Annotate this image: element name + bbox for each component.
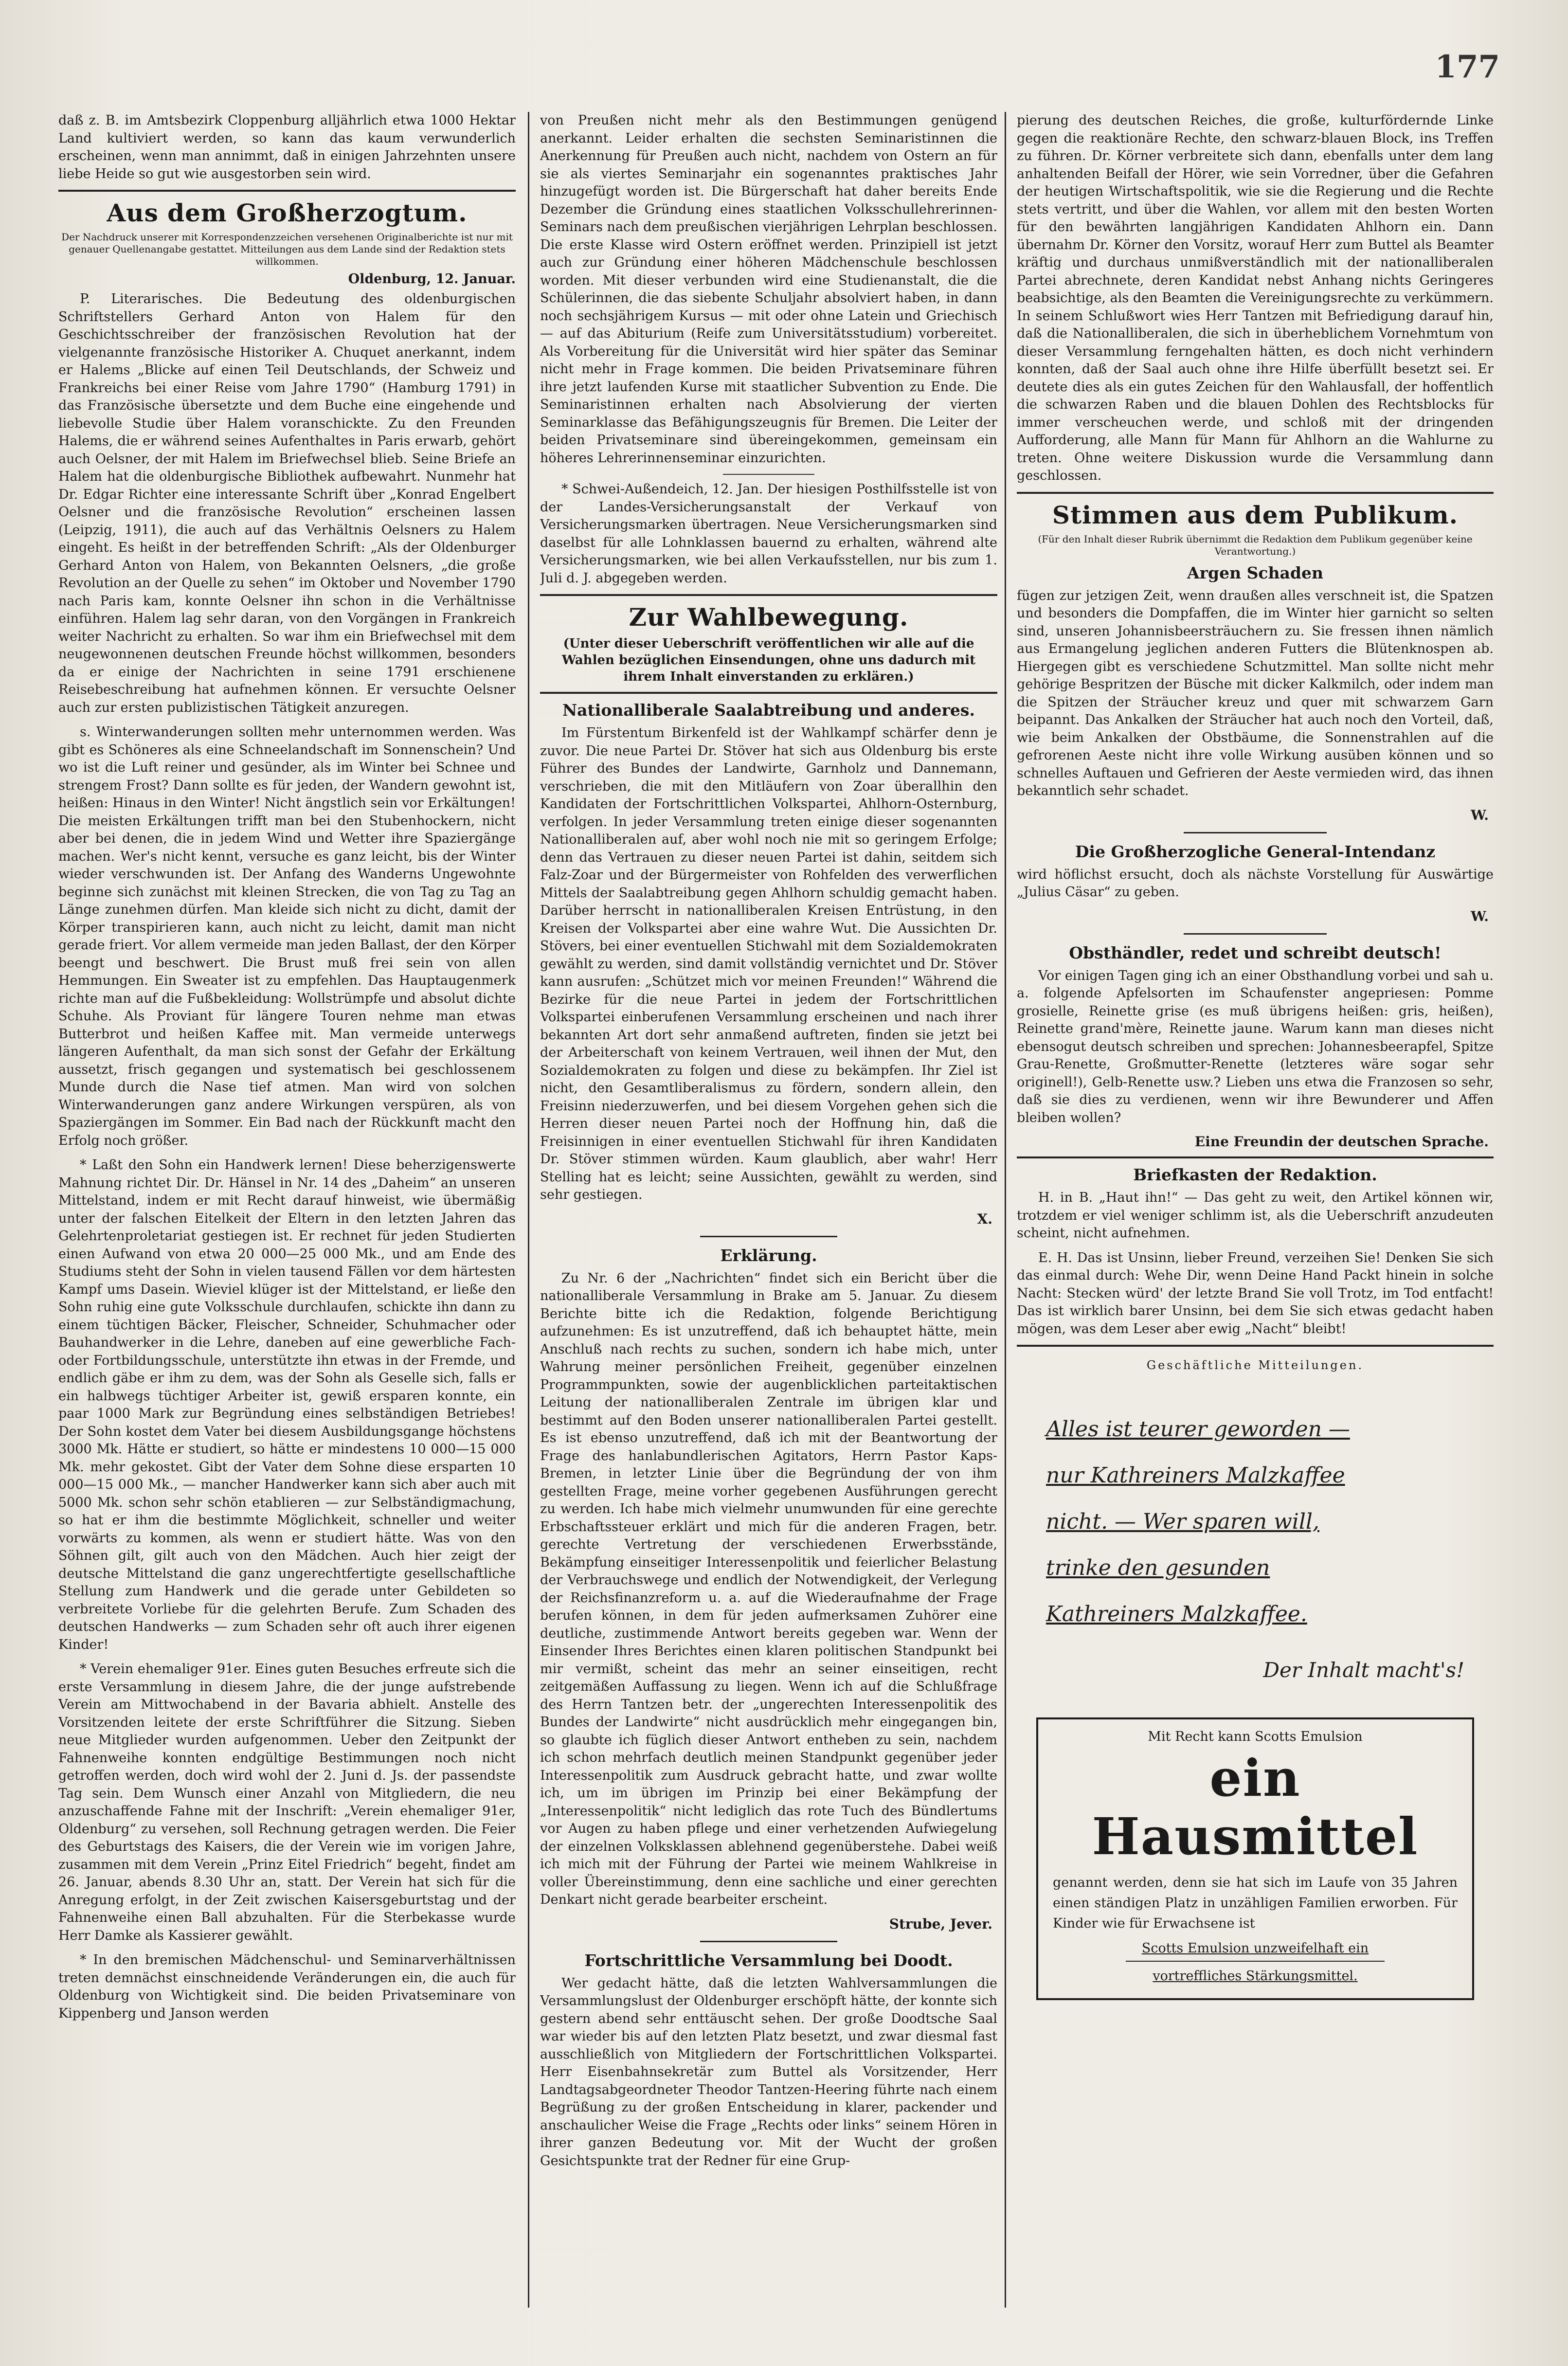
section-title-grossherzogtum: Aus dem Großherzogtum.: [107, 199, 468, 227]
article-doodt-continued: pierung des deutschen Reiches, die große, kulturfördernde Linke gegen die reaktionäre Rechte, den schwarz-blauen Block, ins Treffen zu führen. Dr. Körner verbreitete sich dann, ebenfalls unter dem lang anhaltenden Beifall der Hörer, wie sein Vorredner, über die Gefahren der heutigen Wirtschaftspolitik, wie sie die Regierung und die Rechte stets vertritt, und über die Wahlen, vor allem mit den besten Worten für den bewährten langjährigen Kandidaten Ahlhorn ein. Dann übernahm Dr. Körner den Vorsitz, worauf Herr zum Buttel als Beamter kräftig und durchaus unmißverständlich mit der nationalliberalen Partei abrechnete, deren Kandidat nebst Anhang nichts Geringeres beabsichtige, als den Beamten die Vereinigungsrechte zu verkümmern. In seinem Schlußwort wies Herr Tantzen mit Befriedigung darauf hin, daß die Nationalliberalen, die sich in überheblichem Vornehmtum von dieser Versammlung ferngehalten hätten, es doch nicht verhindern konnten, daß der Saal auch ohne ihre Hilfe überfüllt besetzt sei. Er deutete dies als ein gutes Zeichen für den Wahlausfall, der hoffentlich die schwarzen Raben und die blauen Dohlen des Rechtsblocks für immer verscheuchen werde, und schloß mit der dringenden Aufforderung, alle Mann für Mann für Ahlhorn an die Wahlurne zu treten. Ohne weitere Diskussion wurde die Versammlung dann geschlossen.: [1017, 113, 1494, 483]
ad-top-line: Mit Recht kann Scotts Emulsion: [1148, 1729, 1363, 1744]
column-3: [1017, 112, 1494, 2308]
intro-paragraph: daß z. B. im Amtsbezirk Cloppenburg alljährlich etwa 1000 Hektar Land kultiviert werden, so kann das kaum verwunderlich erscheinen, wenn man annimmt, daß in einigen Jahrzehnten unsere liebe Heide so gut wie ausgestorben sein wird.: [58, 113, 516, 181]
column-1: [58, 112, 516, 2308]
article-divider: [700, 1236, 837, 1237]
section-rule: [540, 594, 997, 596]
article-literarisches: P. Literarisches. Die Bedeutung des oldenburgischen Schriftstellers Gerhard Anton von Halem für den Geschichtsschreiber der französischen Revolution hat der vielgenannte französische Historiker A. Chuquet anerkannt, indem er Halems „Blicke auf einen Teil Deutschlands, der Schweiz und Frankreichs bei einer Reise vom Jahre 1790“ (Hamburg 1791) in das Französische übersetzte und dem Buche eine eingehende und liebevolle Studie über Halem voranschickte. Zu den Freunden Halems, die er während seines Aufenthaltes in Paris erwarb, gehört auch Oelsner, der mit Halem im Briefwechsel blieb. Seine Briefe an Halem hat die oldenburgische Bibliothek aufbewahrt. Nunmehr hat Dr. Edgar Richter eine interessante Schrift über „Konrad Engelbert Oelsner und die französische Revolution“ erscheinen lassen (Leipzig, 1911), die auch auf das Verhältnis Oelsners zu Halem eingeht. Es heißt in der betreffenden Schrift: „Als der Oldenburger Gerhard Anton von Halem, von Bekannten Oelsners, „die große Revolution an der Quelle zu sehen“ im Oktober und November 1790 nach Paris kam, konnte Oelsner ihn schon in die Verhältnisse einführen. Halem lag sehr daran, von den Vorgängen in Frankreich weiter Nachricht zu erhalten. So war ihm ein Briefwechsel mit dem neugewonnenen deutschen Freunde höchst willkommen, besonders da er einige der Nachrichten in seine 1791 erschienene Reisebeschreibung hat aufnehmen können. Er versuchte Oelsner auch zur ersten publizistischen Tätigkeit anzuregen.: [58, 291, 516, 715]
business-heading: Geschäftliche Mitteilungen.: [1146, 1358, 1364, 1372]
page-number: 177: [1435, 49, 1500, 85]
ad-headline: ein Hausmittel: [1092, 1748, 1419, 1866]
letter-signature: W.: [1471, 908, 1489, 924]
ad-closing: vortreffliches Stärkungsmittel.: [1153, 1969, 1358, 1984]
article-body-saalabtreibung: Im Fürstentum Birkenfeld ist der Wahlkampf schärfer denn je zuvor. Die neue Partei Dr. Stöver hat sich aus Oldenburg bis erste Führer des Bundes der Landwirte, Garnholz und Dannemann, verschrieben, die mit den Mitläufern von Zoar überallhin den Kandidaten der Fortschrittlichen Volkspartei, Ahlhorn-Osternburg, verfolgen. In jeder Versammlung treten einige dieser sogenannten Nationalliberalen auf, aber wohl noch nie mit so geringem Erfolge; denn das Vertrauen zu dieser neuen Partei ist dahin, seitdem sich Falz-Zoar und der Bürgermeister von Rohfelden des verwerflichen Mittels der Saalabtreibung gegen Ahlhorn schuldig gemacht haben. Darüber herrscht in nationalliberalen Kreisen Entrüstung, in den Kreisen der Volkspartei aber eine wahre Wut. Die Aussichten Dr. Stövers, bei einer eventuellen Stichwahl mit dem Sozialdemokraten gewählt zu werden, sind damit vollständig vernichtet und Dr. Stöver kann ausrufen: „Schützet mich vor meinen Freunden!“ Während die Bezirke für die neue Partei in jedem der Fortschrittlichen Volkspartei einberufenen Versammlung erscheinen und nach ihrer bekannten Art dort sehr anmaßend auftreten, finden sie jetzt bei der Arbeiterschaft von keinem Vertrauen, weil ihnen der Mut, den Sozialdemokraten zu folgen und diese zu bekämpfen. Ihr Ziel ist nicht, den Gesamtliberalismus zu fördern, sondern allein, den Freisinn niederzuwerfen, und bei diesem Vorgehen gehen sich die Herren dieser neuen Partei noch der Hoffnung hin, daß die Freisinnigen in einer eventuellen Stichwahl für ihren Kandidaten Dr. Stöver stimmen würden. Kaum glaublich, aber wahr! Herr Stelling hat es leicht; seine Aussichten, gewählt zu werden, sind sehr gestiegen.: [540, 725, 997, 1202]
mailbox-title: Briefkasten der Redaktion.: [1133, 1165, 1377, 1184]
article-maedchenschul: * In den bremischen Mädchenschul- und Seminarverhältnissen treten demnächst einschneidende Veränderungen ein, die auch für Oldenburg von Wichtigkeit sind. Die beiden Privatseminare von Kippenberg und Janson werden: [58, 1952, 516, 2021]
article-signature: X.: [977, 1210, 992, 1227]
article-schwei: * Schwei-Außendeich, 12. Jan. Der hiesigen Posthilfsstelle ist von der Landes-Versicherungsanstalt der Verkauf von Versicherungsmarken übertragen. Neue Versicherungsmarken sind daselbst für alle Lohnklassen bauernd zu erhalten, während alte Versicherungsmarken, wie bei allen Verkaufsstellen, nur bis zum 1. Juli d. J. abgegeben werden.: [540, 482, 997, 586]
dateline: Oldenburg, 12. Januar.: [348, 271, 516, 287]
column-2: [540, 112, 997, 2308]
article-verein-91er: * Verein ehemaliger 91er. Eines guten Besuches erfreute sich die erste Versammlung in diesem Jahre, die der junge aufstrebende Verein am Mittwochabend in der Bavaria abhielt. Anstelle des Vorsitzenden leitete der erste Schriftführer die Sitzung. Sieben neue Mitglieder wurden aufgenommen. Ueber den Zeitpunkt der Fahnenweihe konnten endgültige Bestimmungen noch nicht getroffen werden, doch wird wohl der 2. Juni d. Js. der passendste Tag sein. Dem Wunsch einer Anzahl von Mitgliedern, die neu anzuschaffende Fahne mit der Inschrift: „Verein ehemaliger 91er, Oldenburg“ zu versehen, soll Rechnung getragen werden. Die Feier des Geburtstags des Kaisers, die der Verein wie im vorigen Jahre, zusammen mit dem Verein „Prinz Eitel Friedrich“ begeht, findet am 26. Januar, abends 8.30 Uhr an, statt. Der Verein hat sich für die Anregung erfolgt, in der Zeit zwischen Kaisersgeburtstag und der Fahnenweihe einen Ball abzuhalten. Für die Sterbekasse wurde Herr Damke als Kassierer gewählt.: [58, 1662, 516, 1943]
ad-signature: Der Inhalt macht's!: [1263, 1658, 1464, 1682]
article-title-erklaerung: Erklärung.: [720, 1246, 817, 1265]
article-handwerk: * Laßt den Sohn ein Handwerk lernen! Diese beherzigenswerte Mahnung richtet Dir. Dr. Hänsel in Nr. 14 des „Daheim“ an unseren Mittelstand, indem er mit Recht darauf hinweist, wie übermäßig unter der falschen Eitelkeit der Eltern in den letzten Jahren das Gelehrtenproletariat gestiegen ist. Er rechnet für jeden Studierten einen Aufwand von etwa 20 000—25 000 Mk., und am Ende des Studiums steht der Sohn in vielen tausend Fällen vor dem härtesten Kampf ums Dasein. Wieviel klüger ist der Mittelstand, er ließe den Sohn ruhig eine gute Volksschule durchlaufen, schickte ihn dann zu einem tüchtigen Bäcker, Fleischer, Schneider, Schuhmacher oder Bauhandwerker in die Lehre, daneben auf eine gewerbliche Fach- oder Fortbildungsschule, unterstützte ihn etwas in der Fremde, und endlich gäbe er ihm zu dem, was der Sohn als Geselle sich, falls er ein halbwegs tüchtiger Arbeiter ist, gewiß ersparen konnte, ein paar 1000 Mark zur Begründung eines selbständigen Betriebes! Der Sohn kostet dem Vater bei diesem Ausbildungsgange höchstens 3000 Mk. Hätte er studiert, so hätte er mindestens 10 000—15 000 Mk. mehr gekostet. Gibt der Vater dem Sohne diese ersparten 10 000—15 000 Mk., — mancher Handwerker kann sich aber auch mit 5000 Mk. schon sehr schön etablieren — zur Selbständigmachung, so hat er ihm die bestimmte Möglichkeit, schneller und weiter vorwärts zu kommen, als wenn er studiert hätte. Was von den Söhnen gilt, gilt auch von den Mädchen. Auch hier zeigt der deutsche Mittelstand die ganz ungerechtfertigte gesellschaftliche Stellung zum Handwerk und die gerade unter Gebildeten so verbreitete Vorliebe für die gelehrten Berufe. Zum Schaden des deutschen Handwerks — zum Schaden sehr oft auch ihrer eigenen Kinder!: [58, 1157, 516, 1652]
article-winterwanderungen: s. Winterwanderungen sollten mehr unternommen werden. Was gibt es Schöneres als eine Schneelandschaft im Sonnenschein? Und wo ist die Luft reiner und gesünder, als im Winter bei Schnee und strengem Frost? Dann sollte es für jeden, der Wandern gewohnt ist, heißen: Hinaus in den Winter! Nicht ängstlich sein vor Erkältungen! Die meisten Erkältungen trifft man bei den Stubenhockern, nicht aber bei denen, die in jedem Wind und Wetter ihre Spaziergänge machen. Wer's nicht kennt, versuche es ganz leicht, bis der Winter wieder verschwunden ist. Der Anfang des Wanderns Ungewohnte beginne sich zunächst mit kleinen Strecken, die von Tag zu Tag an Länge zunehmen dürfen. Man kleide sich nicht zu dicht, damit der Körper transpirieren kann, auch nicht zu leicht, damit man nicht gerade friert. Vor allem vermeide man jeden Ballast, der den Körper beengt und beschwert. Die Brust muß frei sein von allen Hemmungen. Ein Sweater ist zu empfehlen. Das Hauptaugenmerk richte man auf die Fußbekleidung: Wollstrümpfe und absolut dichte Schuhe. Als Proviant für längere Touren nehme man etwas Butterbrot und heißen Kaffee mit. Man vermeide unterwegs längeren Aufenthalt, da man sich sonst der Gefahr der Erkältung aussetzt, frisch gegangen und systematisch bei geschlossenem Munde durch die Nase tief atmen. Man wird von solchen Winterwanderungen ganz andere Wirkungen verspüren, als von Spaziergängen im Sommer. Ein Bad nach der Rückkunft macht den Erfolg noch größer.: [58, 724, 516, 1148]
ad-line: Kathreiners Malzkaffee.: [1046, 1602, 1307, 1626]
section-title-wahlbewegung: Zur Wahlbewegung.: [629, 603, 909, 632]
ad-line: nicht. — Wer sparen will,: [1046, 1509, 1319, 1534]
article-signature: Strube, Jever.: [889, 1915, 992, 1932]
handwritten-advertisement: [1017, 1387, 1494, 1688]
ad-bottom-line: Scotts Emulsion unzweifelhaft ein: [1141, 1941, 1369, 1956]
ad-inner-rule: [1126, 1961, 1385, 1962]
letter-signature: Eine Freundin der deutschen Sprache.: [1194, 1134, 1489, 1150]
mailbox-entry-1: H. in B. „Haut ihn!“ — Das geht zu weit, den Artikel können wir, trotzdem er viel weniger schlimm ist, als die Ueberschrift anzudeuten scheint, nicht aufnehmen.: [1017, 1190, 1494, 1241]
divider-star: [723, 474, 814, 475]
section-note: (Unter dieser Ueberschrift veröffentlichen wir alle auf die Wahlen bezüglichen Einsendungen, ohne uns dadurch mit ihrem Inhalt einverstanden zu erklären.): [561, 636, 976, 684]
letter-signature: W.: [1471, 807, 1489, 823]
letter-divider: [1184, 832, 1327, 833]
ad-line: trinke den gesunden: [1046, 1555, 1270, 1580]
letter-body-obsthaendler: Vor einigen Tagen ging ich an einer Obsthandlung vorbei und sah u. a. folgende Apfelsorten im Schaufenster angepriesen: Pomme grosielle, Reinette grise (es muß übrigens heißen: gris, heißen), Reinette grand'mère, Reinette jaune. Warum kann man dieses nicht ebensogut deutsch schreiben und sprechen: Johannesbeerapfel, Spitze Grau-Renette, Großmutter-Renette (letzteres wäre sogar sehr originell!), Gelb-Renette usw.? Lieben uns etwa die Franzosen so sehr, daß sie dies zu verdienen, wenn wir ihre Bewunderer und Affen bleiben wollen?: [1017, 968, 1494, 1125]
letter-title-schaden: Argen Schaden: [1187, 563, 1323, 582]
letter-title-intendanz: Die Großherzogliche General-Intendanz: [1075, 842, 1436, 861]
article-body-erklaerung: Zu Nr. 6 der „Nachrichten“ findet sich ein Bericht über die nationalliberale Versammlung in Brake am 5. Januar. Zu diesem Berichte bitte ich die Redaktion, folgende Berichtigung aufzunehmen: Es ist unzutreffend, daß ich behauptet hätte, mein Anschluß nach rechts zu suchen, sondern ich habe mich, unter Wahrung meiner persönlichen Freiheit, gegenüber einzelnen Programmpunkten, sowie der augenblicklichen parteitaktischen Leitung der nationalliberalen Zentrale im übrigen klar und bestimmt auf den Boden unserer nationalliberalen Partei gestellt. Es ist ebenso unzutreffend, daß ich mit der Beantwortung der Frage des hanlabundlerischen Agitators, Herrn Pastor Kaps-Bremen, in letzter Linie über die Begründung der von ihm gestellten Frage, meine vorher gegebenen Ausführungen gerecht zu werden. Ich habe mich vielmehr unumwunden für eine gerechte Erbschaftssteuer erklärt und mich für die anderen Fragen, betr. gerechte Vertretung der verschiedenen Erwerbsstände, Bekämpfung einseitiger Interessenpolitik und feierlicher Belastung der Verbrauchswege und endlich der Notwendigkeit, der Verlegung der Reichsfinanzreform u. a. auf die Wiederaufnahme der Frage berufen können, in dem für jeden aufmerksamen Zuhörer eine deutliche, zustimmende Antwort bereits gegeben war. Wenn der Einsender Ihres Berichtes einen klaren politischen Standpunkt bei mir vermißt, scheint das mehr an seiner einseitigen, recht zeitgemäßen Auffassung zu liegen. Wenn ich auf die Schlußfrage des Herrn Tantzen betr. der „ungerechten Interessenpolitik des Bundes der Landwirte“ nicht ausdrücklich mehr eingegangen bin, so glaubte ich füglich dieser Antwort entheben zu sein, nachdem ich schon mehrfach deutlich meinen Standpunkt gegenüber jeder Interessenpolitik zum Ausdruck gebracht hatte, und zwar wollte ich, um im übrigen im Prinzip bei einer Bekämpfung der „Interessenpolitik“ nicht lediglich das rote Tuch des Bündlertums vor Augen zu haben pflege und einer verhetzenden Aufwiegelung der einzelnen Volksklassen ablehnend gegenüberstehe. Dabei weiß ich mich mit der Führung der Partei wie meinem Wahlkreise in voller Übereinstimmung, denn eine sachliche und einer gerechten Denkart nicht gerade bearbeiter erscheint.: [540, 1270, 997, 1907]
section-rule: [58, 190, 516, 192]
section-rule: [540, 692, 997, 694]
section-rule: [1017, 1156, 1494, 1158]
section-rule: [1017, 1345, 1494, 1347]
article-divider: [700, 1941, 837, 1942]
scotts-emulsion-advertisement: [1036, 1717, 1474, 2000]
section-title-publikum: Stimmen aus dem Publikum.: [1052, 500, 1459, 529]
article-seminar-continued: von Preußen nicht mehr als den Bestimmungen genügend anerkannt. Leider erhalten die sechsten Seminaristinnen die Anerkennung für Preußen auch nicht, nachdem von Ostern an für sie als viertes Seminarjahr ein sogenanntes praktisches Jahr hinzugefügt worden ist. Die Bürgerschaft hat daher bereits Ende Dezember die Gründung eines staatlichen Volksschullehrerinnen-Seminars nach dem preußischen vierjährigen Lehrplan beschlossen. Die erste Klasse wird Ostern eröffnet werden. Prinzipiell ist jetzt auch zur Gründung einer höheren Mädchenschule beschlossen worden. Mit dieser verbunden wird eine Studienanstalt, die die Schülerinnen, die das siebente Schuljahr absolviert haben, in dann noch sechsjährigem Kursus — mit oder ohne Latein und Griechisch — auf das Abiturium (Reife zum Universitätsstudium) vorbereitet. Als Vorbereitung für die Universität wird hier später das Seminar nicht mehr in Frage kommen. Die beiden Privatseminare führen ihre jetzt laufenden Kurse mit staatlicher Subvention zu Ende. Die Seminaristinnen erhalten nach Absolvierung der vierten Seminarklasse das Befähigungszeugnis für Bremen. Die Leiter der beiden Privatseminare sind übereingekommen, gemeinsam ein höheres Lehrerinnenseminar einzurichten.: [540, 113, 997, 466]
section-rule: [1017, 492, 1494, 494]
article-body-doodt: Wer gedacht hätte, daß die letzten Wahlversammlungen die Versammlungslust der Oldenburger erschöpft hätte, der konnte sich gestern abend sehr enttäuscht sehen. Der große Doodtsche Saal war wieder bis auf den letzten Platz besetzt, und zwar diesmal fast ausschließlich von Mitgliedern der Fortschrittlichen Volkspartei. Herr Eisenbahnsekretär zum Buttel als Vorsitzender, Herr Landtagsabgeordneter Theodor Tantzen-Heering führte nach einem Begrüßung zu der großen Entscheidung in klarer, packender und anschaulicher Weise die Frage „Rechts oder links“ seinem Hören in ihrer ganzen Bedeutung vor. Mit der Wucht der großen Gesichtspunkte trat der Redner für eine Grup-: [540, 1975, 997, 2168]
section-note: Der Nachdruck unserer mit Korrespondenzzeichen versehenen Originalberichte ist nur mit genauer Quellenangabe gestattet. Mitteilungen aus dem Lande sind der Redaktion stets willkommen.: [61, 231, 513, 267]
column-divider-2: [1005, 112, 1006, 2308]
ad-line: Alles ist teurer geworden —: [1046, 1417, 1350, 1442]
article-title-saalabtreibung: Nationalliberale Saalabtreibung und anderes.: [562, 701, 975, 720]
ad-line: nur Kathreiners Malzkaffee: [1046, 1463, 1345, 1488]
letter-body-intendanz: wird höflichst ersucht, doch als nächste Vorstellung für Auswärtige „Julius Cäsar“ zu geben.: [1017, 867, 1494, 900]
column-divider-1: [528, 112, 529, 2308]
ad-body: genannt werden, denn sie hat sich im Laufe von 35 Jahren einen ständigen Platz in unzähligen Familien erworben. Für Kinder wie für Erwachsene ist: [1053, 1875, 1458, 1931]
letter-body-schaden: fügen zur jetzigen Zeit, wenn draußen alles verschneit ist, die Spatzen und besonders die Dompfaffen, die im Winter hier garnicht so selten sind, unseren Johannisbeersträuchern zu. Sie fressen ihnen nämlich aus Ermangelung jeglichen anderen Futters die Blütenknospen ab. Hiergegen gibt es verschiedene Schutzmittel. Man sollte nicht mehr gehörige Bespritzen der Büsche mit dicker Kalkmilch, oder indem man die Spitzen der Sträucher kreuz und quer mit schwarzem Garn beipannt. Das Ankalken der Sträucher hat auch noch den Vorteil, daß, wie beim Ankalken der Obstbäume, die Sonnenstrahlen auf die gefrorenen Aeste nicht ihre volle Wirkung ausüben können und so schnelles Auftauen und Gefrieren der Aeste vermieden wird, das ihnen bekanntlich sehr schadet.: [1017, 588, 1494, 798]
letter-divider: [1184, 933, 1327, 935]
section-note: (Für den Inhalt dieser Rubrik übernimmt die Redaktion dem Publikum gegenüber keine Verantwortung.): [1038, 533, 1473, 557]
article-title-doodt: Fortschrittliche Versammlung bei Doodt.: [584, 1951, 953, 1970]
letter-title-obsthaendler: Obsthändler, redet und schreibt deutsch!: [1069, 943, 1442, 962]
mailbox-entry-2: E. H. Das ist Unsinn, lieber Freund, verzeihen Sie! Denken Sie sich das einmal durch: Wehe Dir, wenn Deine Hand Packt hinein in solche Nacht: Stecken würd' der letzte Brand Sie voll Trotz, im Tod entfacht! Das ist wirklich barer Unsinn, bei dem Sie sich etwas gedacht haben mögen, was dem Leser aber ewig „Nacht“ bleibt!: [1017, 1250, 1494, 1337]
